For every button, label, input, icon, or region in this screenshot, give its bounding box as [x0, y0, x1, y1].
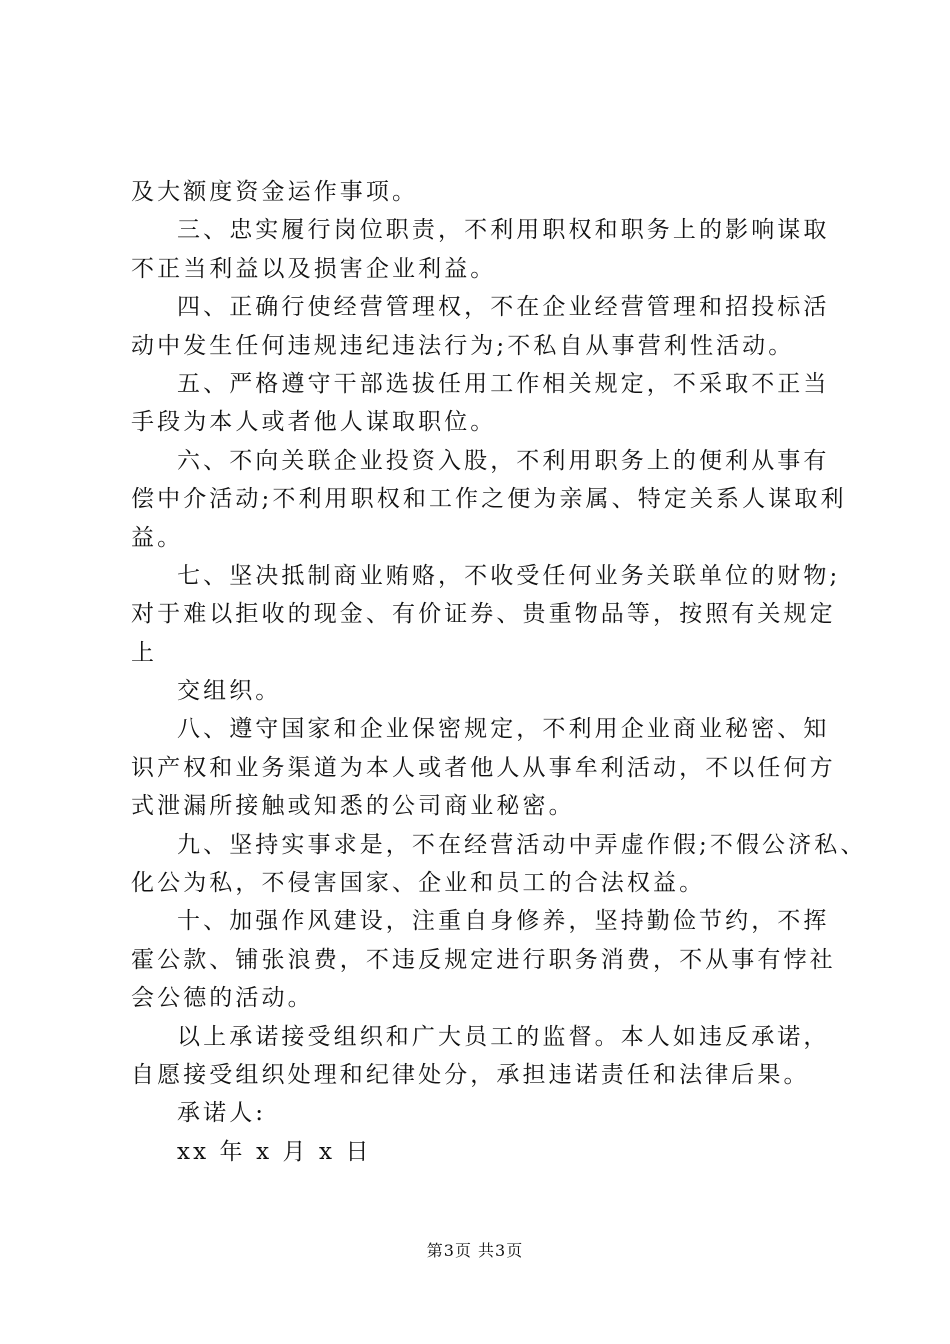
text-line: 六、不向关联企业投资入股，不利用职务上的便利从事有 [177, 447, 830, 474]
text-line: 会公德的活动。 [131, 985, 314, 1012]
text-line: 上 [131, 639, 158, 666]
text-line: 式泄漏所接触或知悉的公司商业秘密。 [131, 793, 575, 820]
text-line: 化公为私，不侵害国家、企业和员工的合法权益。 [131, 870, 706, 897]
signatory-label: 承诺人: [177, 1100, 267, 1127]
text-line: 五、严格遵守干部选拔任用工作相关规定，不采取不正当 [177, 370, 830, 397]
document-body [131, 173, 867, 1171]
text-line: 以上承诺接受组织和广大员工的监督。本人如违反承诺， [177, 1023, 830, 1050]
text-line: 七、坚决抵制商业贿赂，不收受任何业务关联单位的财物; [177, 562, 841, 589]
page-number-footer: 第3页 共3页 [426, 1241, 524, 1260]
text-line: 识产权和业务渠道为本人或者他人从事牟利活动，不以任何方 [131, 754, 836, 781]
text-line: 自愿接受组织处理和纪律处分，承担违诺责任和法律后果。 [131, 1061, 810, 1088]
text-line: 手段为本人或者他人谋取职位。 [131, 409, 497, 436]
text-line: 动中发生任何违规违纪违法行为;不私自从事营利性活动。 [131, 332, 795, 359]
text-line: 霍公款、铺张浪费，不违反规定进行职务消费，不从事有悖社 [131, 946, 836, 973]
text-line: 九、坚持实事求是，不在经营活动中弄虚作假;不假公济私、 [177, 831, 867, 858]
text-line: 八、遵守国家和企业保密规定，不利用企业商业秘密、知 [177, 716, 830, 743]
text-line: 四、正确行使经营管理权，不在企业经营管理和招投标活 [177, 294, 830, 321]
text-line: 不正当利益以及损害企业利益。 [131, 255, 497, 282]
text-line: 益。 [131, 524, 184, 551]
text-line: 对于难以拒收的现金、有价证券、贵重物品等，按照有关规定 [131, 601, 836, 628]
text-line: 交组织。 [177, 678, 282, 705]
text-line: 三、忠实履行岗位职责，不利用职权和职务上的影响谋取 [177, 217, 830, 244]
text-line: 十、加强作风建设，注重自身修养，坚持勤俭节约，不挥 [177, 908, 830, 935]
text-line: 及大额度资金运作事项。 [131, 179, 419, 205]
date-line: xx 年 x 月 x 日 [177, 1138, 372, 1165]
text-line: 偿中介活动;不利用职权和工作之便为亲属、特定关系人谋取利 [131, 486, 847, 513]
